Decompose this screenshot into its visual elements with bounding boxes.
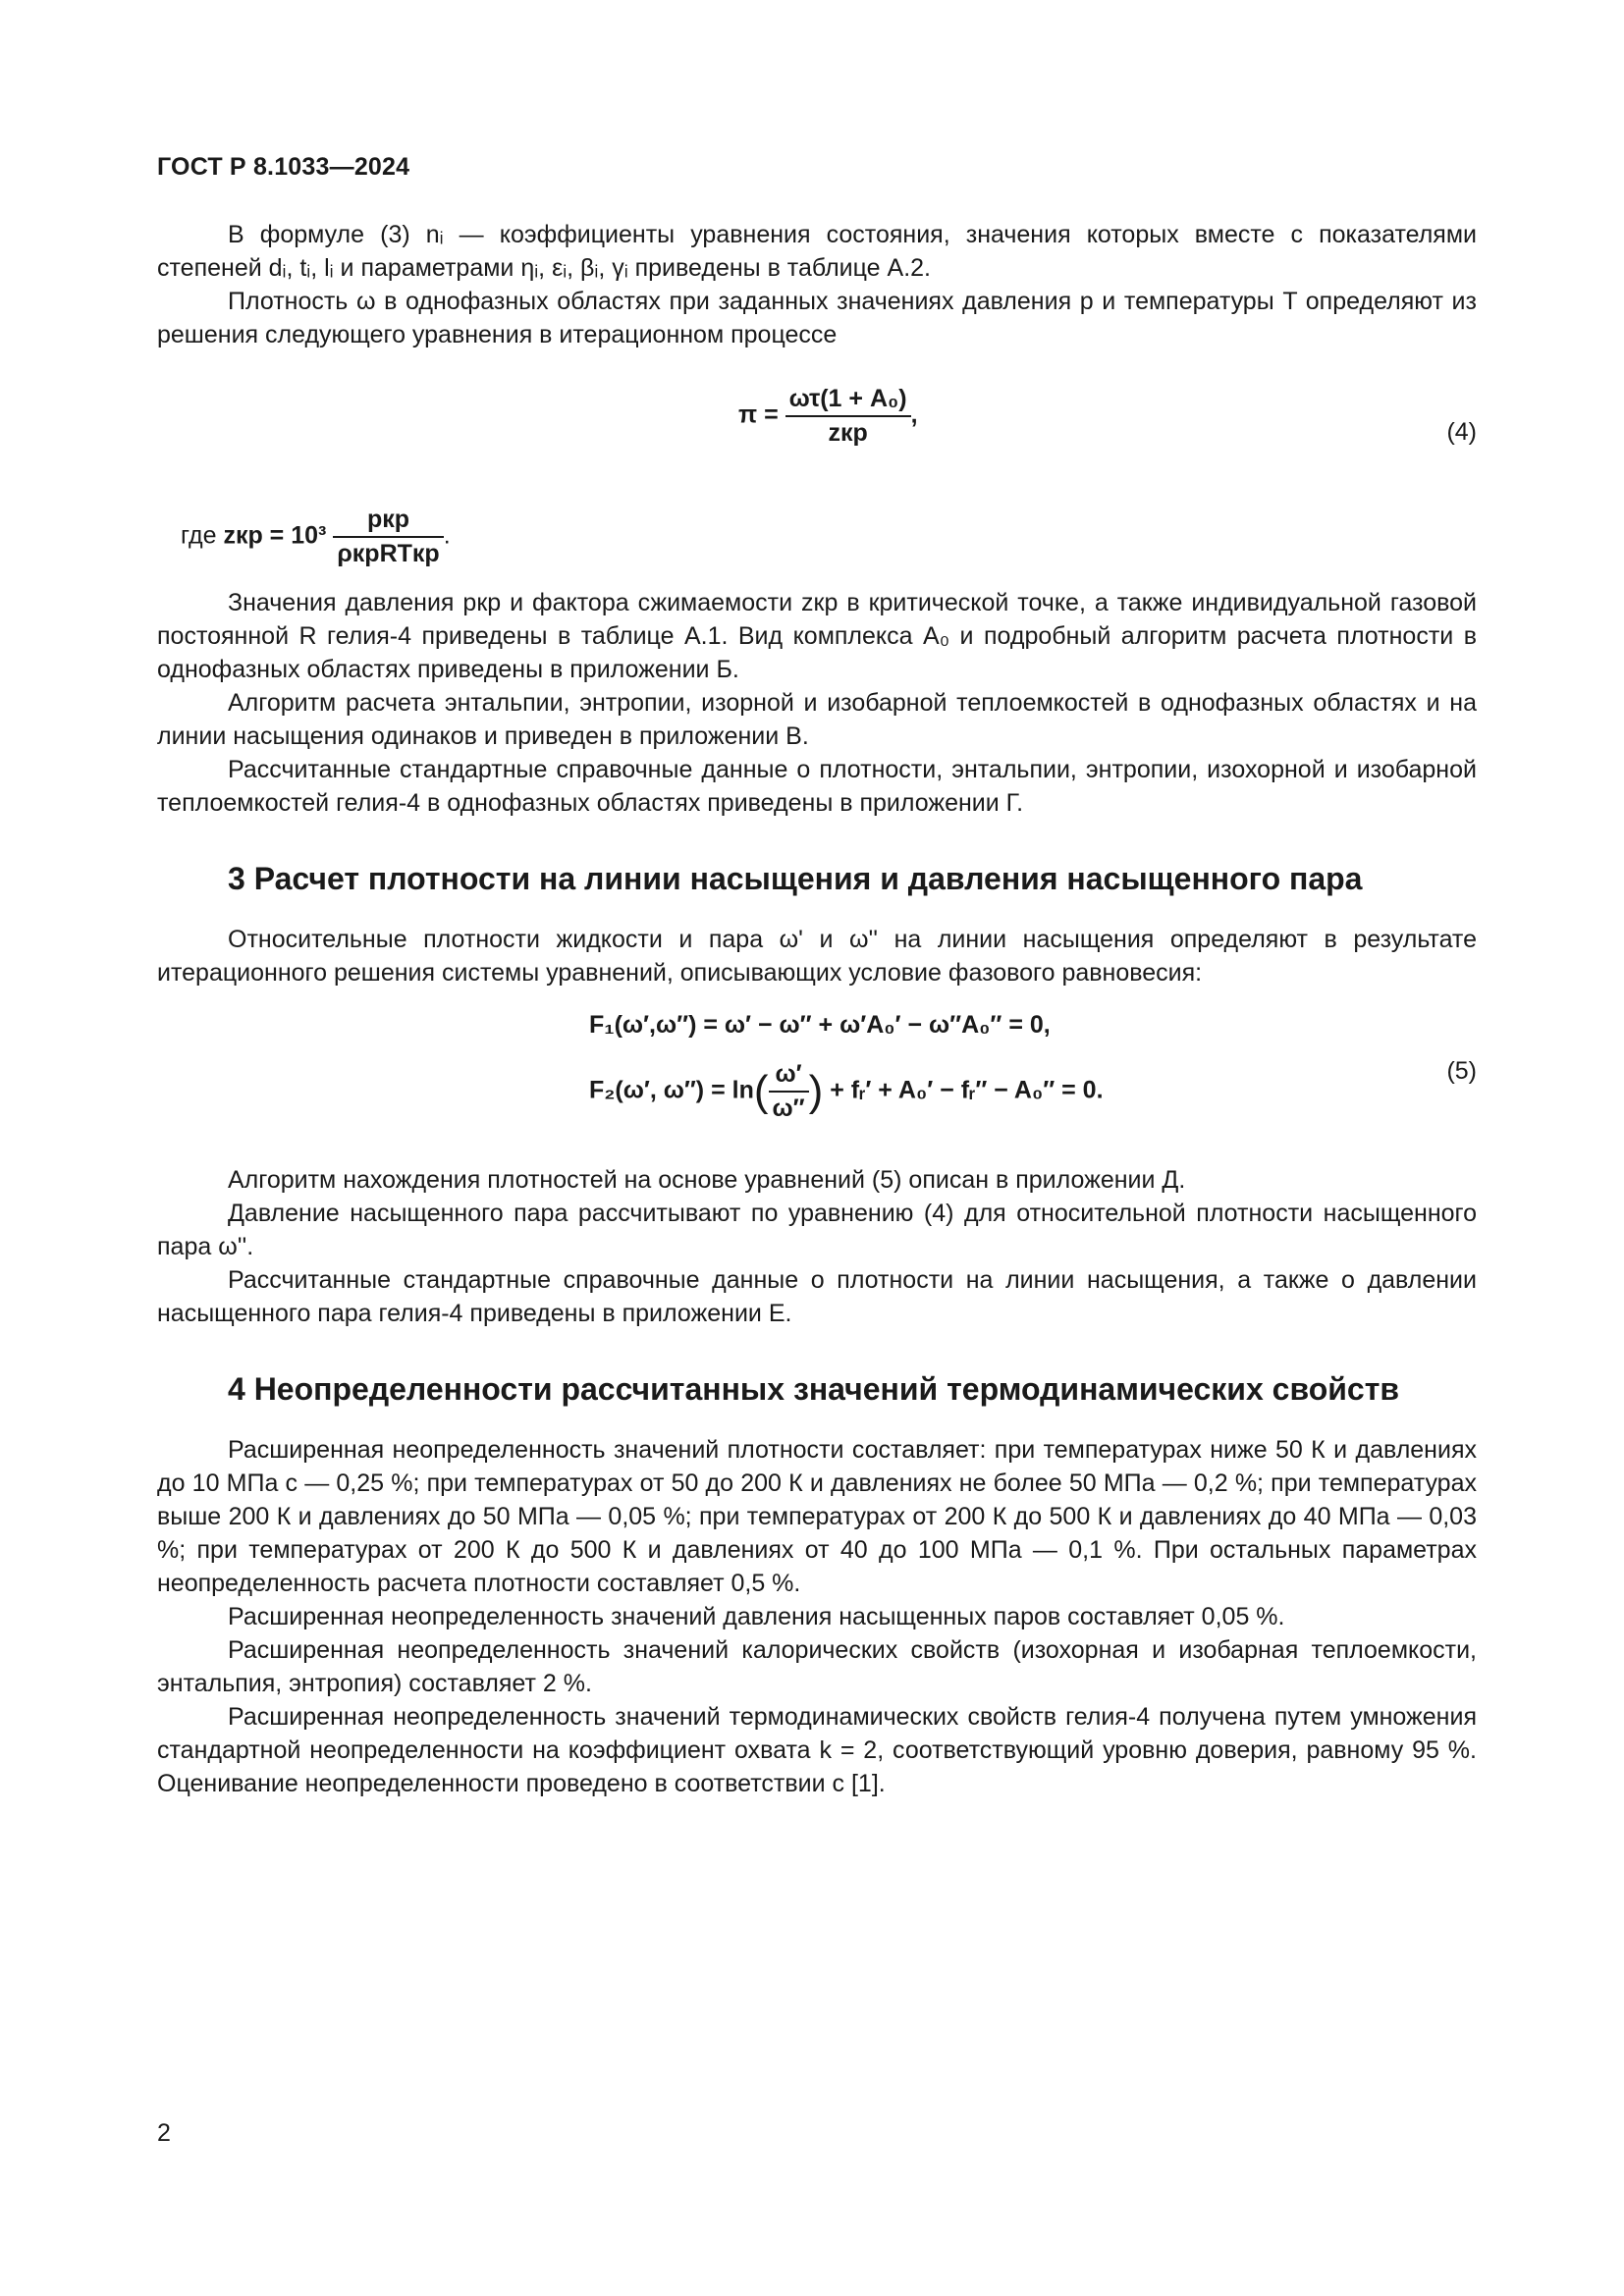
paragraph: Алгоритм нахождения плотностей на основе уравнений (5) описан в приложении Д. — [228, 1166, 1186, 1194]
equation-tail: , — [910, 400, 918, 429]
paragraph: Расширенная неопределенность значений давления насыщенных паров составляет 0,05 %. — [228, 1603, 1285, 1630]
fraction-numerator: ωτ(1 + A₀) — [785, 385, 911, 417]
where-label: где — [181, 521, 217, 550]
equation-number-4: (4) — [1446, 418, 1477, 446]
section-3-intro — [157, 923, 1477, 989]
equation-rhs: + fᵣ′ + A₀′ − fᵣ″ − A₀″ = 0. — [830, 1076, 1104, 1104]
section-3-body — [157, 1163, 1477, 1330]
paragraph: Алгоритм расчета энтальпии, энтропии, изорной и изобарной теплоемкостей в однофазных областях и на линии насыщения одинаков и приведен в приложении В. — [157, 689, 1477, 750]
fraction-numerator: ω′ — [769, 1060, 809, 1093]
paragraph: Значения давления pкр и фактора сжимаемости zкр в критической точке, а также индивидуальной газовой постоянной R гелия-4 приведены в таблице А.1. Вид комплекса A₀ и подробный алгоритм расчета плотности в однофазных областях приведены в приложении Б. — [157, 589, 1477, 683]
section-2-continuation — [157, 586, 1477, 820]
paragraph: Давление насыщенного пара рассчитывают по уравнению (4) для относительной плотности насыщенного пара ω''. — [157, 1200, 1477, 1260]
equation-tail: . — [443, 521, 451, 550]
paragraph: Расширенная неопределенность значений калорических свойств (изохорная и изобарная теплоемкости, энтальпия, энтропия) составляет 2 %. — [157, 1636, 1477, 1697]
equation-lhs: zкр = 10³ — [223, 521, 327, 550]
equation-5-line-2: F₂(ω′, ω″) = ln( $\frac{\omega'}{\omega''}$ ) + fᵣ′ + A₀′ − fᵣ″ − A₀″ = 0. — [589, 1060, 1104, 1122]
fraction-denominator: ρкрRTкр — [337, 540, 440, 567]
paragraph: Относительные плотности жидкости и пара ω' и ω'' на линии насыщения определяют в результате итерационного решения системы уравнений, описывающих условие фазового равновесия: — [157, 926, 1477, 987]
document-code-header: ГОСТ Р 8.1033—2024 — [157, 153, 410, 181]
fraction — [785, 385, 911, 448]
intro-block — [157, 218, 1477, 351]
paragraph: Плотность ω в однофазных областях при заданных значениях давления p и температуры T определяют из решения следующего уравнения в итерационном процессе — [157, 288, 1477, 348]
equation-4 — [738, 385, 918, 448]
fraction-denominator: zкр — [828, 419, 868, 447]
equation-lhs: F₂(ω′, ω″) = ln — [589, 1076, 754, 1104]
section-4-body — [157, 1433, 1477, 1800]
section-4-heading: 4 Неопределенности рассчитанных значений термодинамических свойств — [228, 1371, 1400, 1407]
paragraph: Рассчитанные стандартные справочные данные о плотности на линии насыщения, а также о давлении насыщенного пара гелия-4 приведены в приложении Е. — [157, 1266, 1477, 1327]
fraction-denominator: ω″ — [772, 1095, 805, 1122]
paragraph: Расширенная неопределенность значений термодинамических свойств гелия-4 получена путем умножения стандартной неопределенности на коэффициент охвата k = 2, соответствующий уровню доверия, равному 95 %. Оценивание неопределенности проведено в соответствии с [1]. — [157, 1703, 1477, 1797]
paragraph: Рассчитанные стандартные справочные данные о плотности, энтальпии, энтропии, изохорной и изобарной теплоемкостей гелия-4 в однофазных областях приведены в приложении Г. — [157, 756, 1477, 817]
paragraph: В формуле (3) nᵢ — коэффициенты уравнения состояния, значения которых вместе с показателями степеней dᵢ, tᵢ, lᵢ и параметрами ηᵢ, εᵢ, βᵢ, γᵢ приведены в таблице А.2. — [157, 221, 1477, 282]
where-clause — [181, 506, 451, 568]
equation-5-line-1: F₁(ω′,ω″) = ω′ − ω″ + ω′A₀′ − ω″A₀″ = 0, — [589, 1011, 1051, 1039]
page-number: 2 — [157, 2119, 171, 2147]
fraction — [769, 1060, 809, 1123]
fraction — [333, 506, 443, 568]
equation-number-5: (5) — [1446, 1057, 1477, 1085]
section-3-heading: 3 Расчет плотности на линии насыщения и давления насыщенного пара — [228, 861, 1363, 896]
equation-lhs: π = — [738, 400, 779, 429]
fraction-numerator: pкр — [333, 506, 443, 538]
paragraph: Расширенная неопределенность значений плотности составляет: при температурах ниже 50 К и давлениях до 10 МПа с — 0,25 %; при температурах от 50 до 200 К и давлениях не более 50 МПа — 0,2 %; при температурах выше 200 К и давлениях до 50 МПа — 0,05 %; при температурах от 200 К до 500 К и давлениях до 40 МПа — 0,03 %; при температурах от 200 К до 500 К и давлениях от 40 до 100 МПа — 0,1 %. При остальных параметрах неопределенность расчета плотности составляет 0,5 %. — [157, 1436, 1477, 1597]
